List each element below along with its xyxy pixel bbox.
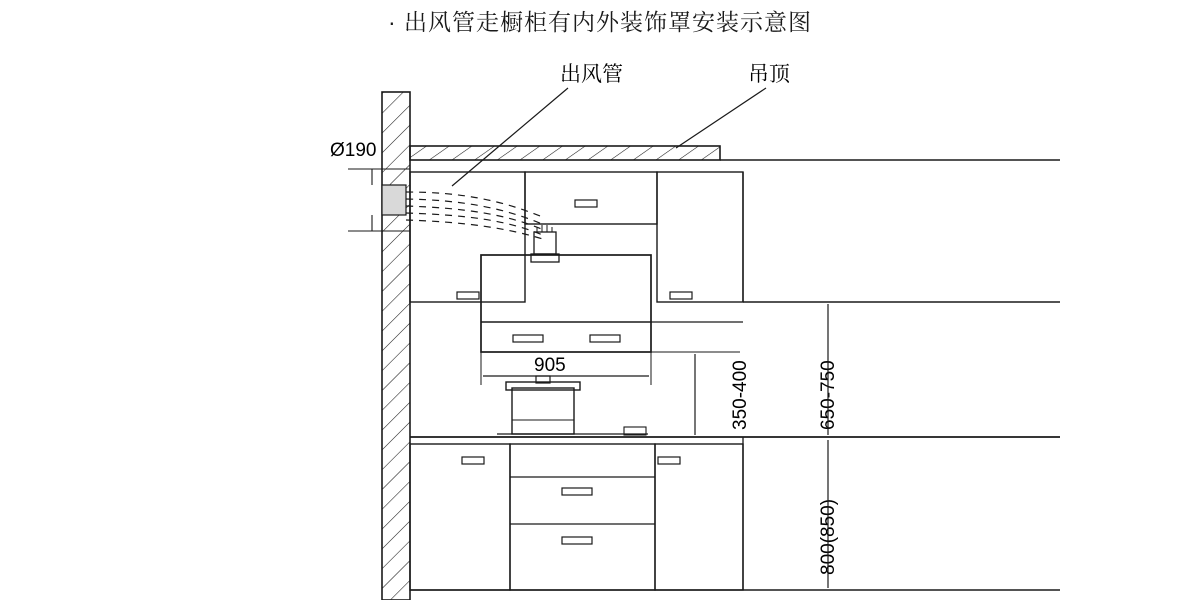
counter-height-dimension-line [800, 440, 860, 590]
upper-cabinet-center [525, 172, 657, 224]
base-cabinet-drawers [510, 444, 655, 590]
ceiling-label: 吊顶 [748, 63, 790, 86]
ceiling-leader-line [676, 88, 766, 148]
upper-cabinet-left [410, 172, 525, 302]
upper-cabinet-bottom-line [743, 172, 1060, 302]
hood-width-dimension: 905 [534, 355, 566, 376]
ceiling-slab [410, 146, 1060, 160]
hood-chimney [531, 225, 559, 262]
range-hood [481, 255, 743, 352]
base-cabinet-right [655, 444, 743, 590]
hood-mount-height-dimension-line [800, 302, 860, 435]
duct-diameter-label: Ø190 [330, 140, 377, 161]
base-cabinet-left [410, 444, 510, 590]
page-title: · 出风管走橱柜有内外装饰罩安装示意图 [387, 9, 813, 35]
hood-to-cooktop-dimension: 350-400 [730, 360, 751, 430]
hood-width-dimension-line [481, 352, 651, 385]
hood-mount-height-dimension: 650-750 [818, 360, 839, 430]
wall-section [382, 92, 410, 600]
duct-label: 出风管 [560, 63, 623, 86]
hood-to-cooktop-dimension-line [651, 352, 740, 435]
cooking-pot [506, 376, 580, 434]
countertop [410, 427, 1060, 437]
counter-height-dimension: 800(850) [818, 498, 839, 575]
upper-cabinet-right [657, 172, 743, 302]
